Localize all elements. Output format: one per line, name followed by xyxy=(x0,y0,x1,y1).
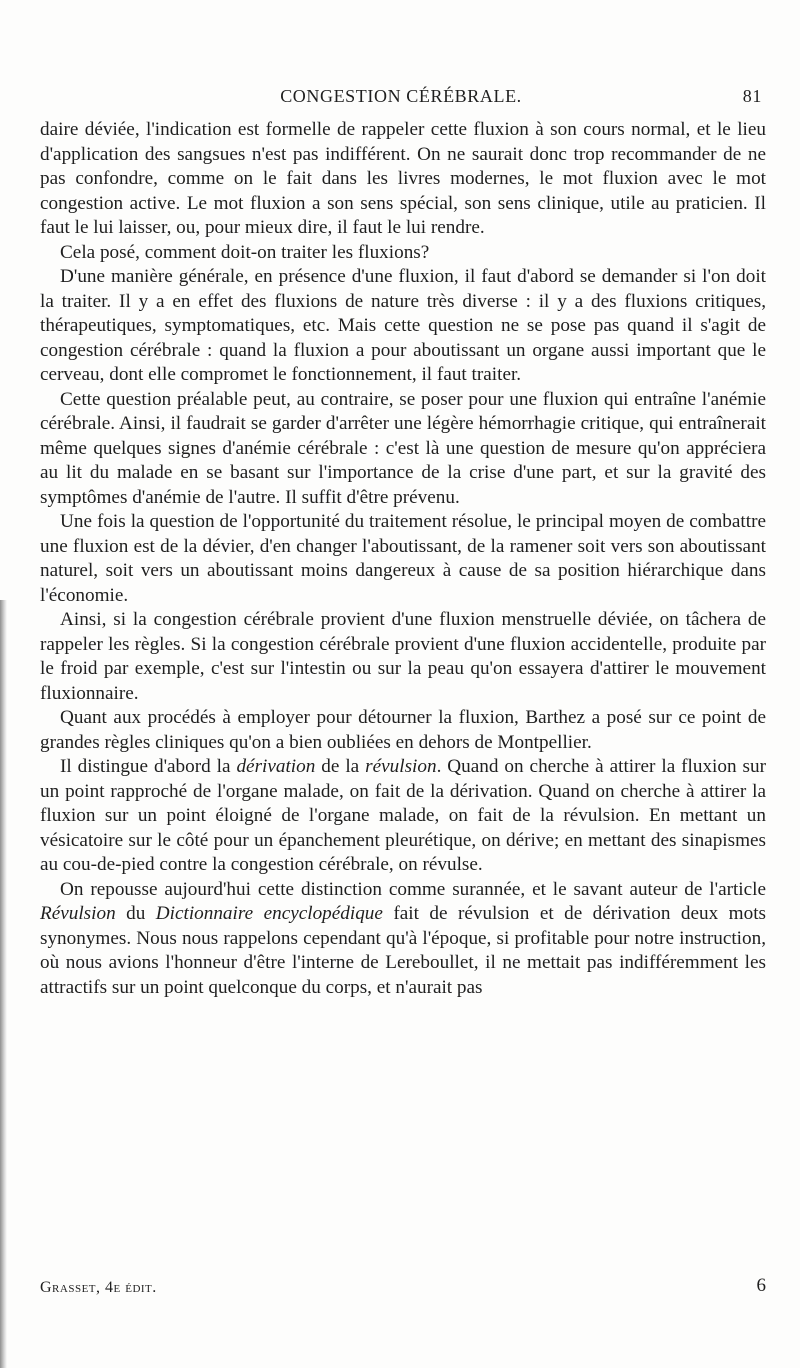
paragraph xyxy=(40,755,766,878)
page-binding-shadow xyxy=(0,600,7,1368)
running-header xyxy=(40,86,762,110)
running-title: CONGESTION CÉRÉBRALE. xyxy=(280,86,522,106)
text-run: . Quand on cherche à attirer la fluxion sur un point rapproché de l'organe malade, on fait de la dérivation. Quand on cherche à attirer la fluxion sur un point éloigné de l'organe malade, on fait de la révulsion. En mettant un vésicatoire sur le côté pour un épanchement pleurétique, on dérive; en mettant des sinapismes au cou-de-pied contre la congestion cérébrale, on révulse. xyxy=(40,756,766,875)
italic-term: dérivation xyxy=(236,756,316,777)
text-run: fait de révulsion et de dérivation deux mots synonymes. Nous nous rappelons cependant qu'à l'époque, si profitable pour notre instruction, où nous avions l'honneur d'être l'interne de Lereboullet, il ne mettait pas indifféremment les attractifs sur un point quelconque du corps, et n'aurait pas xyxy=(40,903,767,998)
page-number: 81 xyxy=(742,86,762,106)
paragraph: Ainsi, si la congestion cérébrale provient d'une fluxion menstruelle déviée, on tâchera de rappeler les règles. Si la congestion cérébrale provient d'une fluxion accidentelle, produite par le froid par exemple, c'est sur l'intestin ou sur la peau qu'on essayera d'attirer le mouvement fluxionnaire. xyxy=(40,609,766,704)
body-text xyxy=(40,118,766,1000)
text-run: du xyxy=(115,903,156,924)
paragraph: Cela posé, comment doit-on traiter les fluxions? xyxy=(60,241,430,263)
italic-title: Dictionnaire encyclopédique xyxy=(155,903,383,924)
text-run: On repousse aujourd'hui cette distinction comme surannée, et le savant auteur de l'article xyxy=(60,878,766,900)
paragraph xyxy=(40,878,766,1001)
page-footer xyxy=(40,1275,766,1301)
paragraph: Cette question préalable peut, au contraire, se poser pour une fluxion qui entraîne l'anémie cérébrale. Ainsi, il faudrait se garder d'arrêter une légère hémorrhagie critique, qui entraînerait même quelques signes d'anémie cérébrale : c'est là une question de mesure qu'on appréciera au lit du malade en se basant sur l'importance de la crise d'une part, et sur la gravité des symptômes d'anémie de l'autre. Il suffit d'être prévenu. xyxy=(40,388,766,508)
paragraph: daire déviée, l'indication est formelle de rappeler cette fluxion à son cours normal, et le lieu d'application des sangsues n'est pas indifférent. On ne saurait donc trop recommander de ne pas confondre, comme on le fait dans les livres modernes, le mot fluxion avec le mot congestion active. Le mot fluxion a son sens spécial, son sens clinique, utile au praticien. Il faut le lui laisser, ou, pour mieux dire, il faut le lui rendre. xyxy=(40,119,766,238)
text-run: de la xyxy=(315,756,366,777)
sheet-number: 6 xyxy=(756,1275,766,1296)
paragraph: D'une manière générale, en présence d'une fluxion, il faut d'abord se demander si l'on doit la traiter. Il y a en effet des fluxions de nature très diverse : il y a des fluxions critiques, thérapeutiques, symptomatiques, etc. Mais cette question ne se pose pas quand il s'agit de congestion cérébrale : quand la fluxion a pour aboutissant un organe aussi important que le cerveau, dont elle compromet le fonctionnement, il faut traiter. xyxy=(40,266,766,385)
printer-signature: Grasset, 4e édit. xyxy=(40,1279,157,1296)
italic-term: révulsion xyxy=(365,756,437,777)
paragraph: Quant aux procédés à employer pour détourner la fluxion, Barthez a posé sur ce point de grandes règles cliniques qu'on a bien oubliées en dehors de Montpellier. xyxy=(40,707,766,753)
italic-title: Révulsion xyxy=(40,903,116,924)
paragraph: Une fois la question de l'opportunité du traitement résolue, le principal moyen de combattre une fluxion est de la dévier, d'en changer l'aboutissant, de la ramener soit vers son aboutissant naturel, soit vers un aboutissant moins dangereux à cause de sa position hiérarchique dans l'économie. xyxy=(40,511,766,606)
text-run: Il distingue d'abord la xyxy=(60,756,237,777)
